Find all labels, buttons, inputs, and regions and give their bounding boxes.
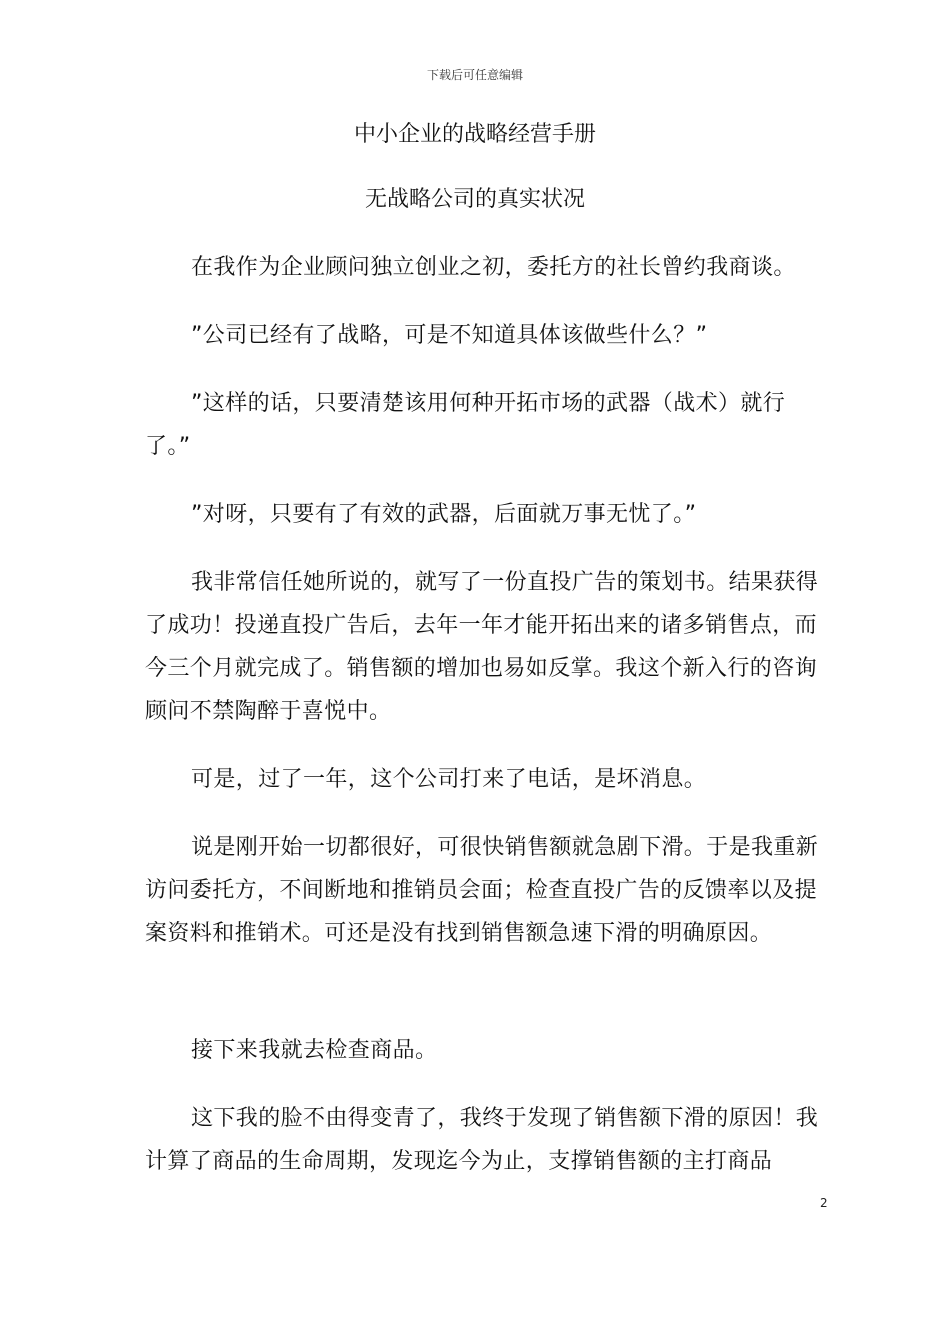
- paragraph-7: 说是刚开始一切都很好，可很快销售额就急剧下滑。于是我重新访问委托方，不间断地和推销员会面；检查直投广告的反馈率以及提案资料和推销术。可还是没有找到销售额急速下滑的明确原因。: [145, 835, 819, 946]
- page-number: 2: [820, 1196, 828, 1210]
- paragraph-1: 在我作为企业顾问独立创业之初，委托方的社长曾约我商谈。: [191, 255, 796, 280]
- paragraph-3: ”这样的话，只要清楚该用何种开拓市场的武器（战术）就行了。”: [145, 391, 786, 459]
- document-body: [145, 246, 825, 1208]
- paragraph-2: ”公司已经有了战略，可是不知道具体该做些什么？”: [191, 323, 708, 348]
- paragraph-8: 接下来我就去检查商品。: [191, 1038, 438, 1063]
- document-subtitle: 无战略公司的真实状况: [364, 187, 585, 212]
- document-title: 中小企业的战略经营手册: [353, 122, 596, 147]
- paragraph-6: 可是，过了一年，这个公司打来了电话，是坏消息。: [191, 767, 707, 792]
- page-header-note: 下载后可任意编辑: [426, 68, 523, 82]
- paragraph-4: ”对呀，只要有了有效的武器，后面就万事无忧了。”: [191, 502, 697, 527]
- paragraph-9: 这下我的脸不由得变青了，我终于发现了销售额下滑的原因！我计算了商品的生命周期，发现迄今为止，支撑销售额的主打商品: [145, 1106, 819, 1174]
- paragraph-5: 我非常信任她所说的，就写了一份直投广告的策划书。结果获得了成功！投递直投广告后，去年一年才能开拓出来的诸多销售点，而今三个月就完成了。销售额的增加也易如反掌。我这个新入行的咨询顾问不禁陶醉于喜悦中。: [145, 570, 819, 724]
